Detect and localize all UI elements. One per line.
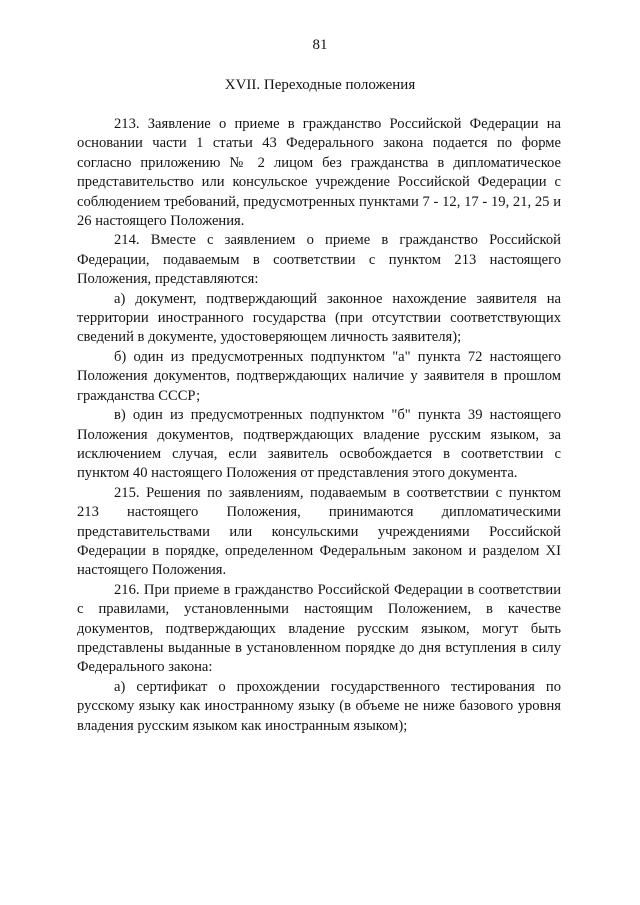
document-body (77, 115, 561, 736)
section-title: XVII. Переходные положения (224, 77, 416, 93)
paragraph-214: 214. Вместе с заявлением о приеме в гражданство Российской Федерации, подаваемым в соответствии с пунктом 213 настоящего Положения, представляются: (77, 232, 561, 288)
paragraph-216: 216. При приеме в гражданство Российской Федерации в соответствии с правилами, установленными настоящим Положением, в качестве документов, подтверждающих владение русским языком, могут быть представлены выданные в установленном порядке до дня вступления в силу Федерального закона: (77, 581, 561, 676)
paragraph-214-a: а) документ, подтверждающий законное нахождение заявителя на территории иностранного государства (при отсутствии соответствующих сведений в документе, удостоверяющем личность заявителя); (77, 290, 561, 346)
paragraph-213: 213. Заявление о приеме в гражданство Российской Федерации на основании части 1 статьи 43 Федерального закона подается по форме согласно приложению № 2 лицом без гражданства в дипломатическое представительство или консульское учреждение Российской Федерации с соблюдением требований, предусмотренных пунктами 7 - 12, 17 - 19, 21, 25 и 26 настоящего Положения. (77, 116, 561, 230)
page-number: 81 (312, 37, 328, 53)
paragraph-215: 215. Решения по заявлениям, подаваемым в соответствии с пунктом 213 настоящего Положения, принимаются дипломатическими представительствами или консульскими учреждениями Российской Федерации в порядке, определенном Федеральным законом и разделом XI настоящего Положения. (77, 484, 561, 579)
paragraph-214-b: б) один из предусмотренных подпунктом "а" пункта 72 настоящего Положения документов, подтверждающих наличие у заявителя в прошлом гражданства СССР; (77, 348, 561, 404)
paragraph-216-a: а) сертификат о прохождении государственного тестирования по русскому языку как иностранному языку (в объеме не ниже базового уровня владения русским языком как иностранным языком); (77, 678, 561, 734)
paragraph-214-v: в) один из предусмотренных подпунктом "б" пункта 39 настоящего Положения документов, подтверждающих владение русским языком, за исключением случая, если заявитель освобождается в соответствии с пунктом 40 настоящего Положения от представления этого документа. (77, 407, 561, 482)
